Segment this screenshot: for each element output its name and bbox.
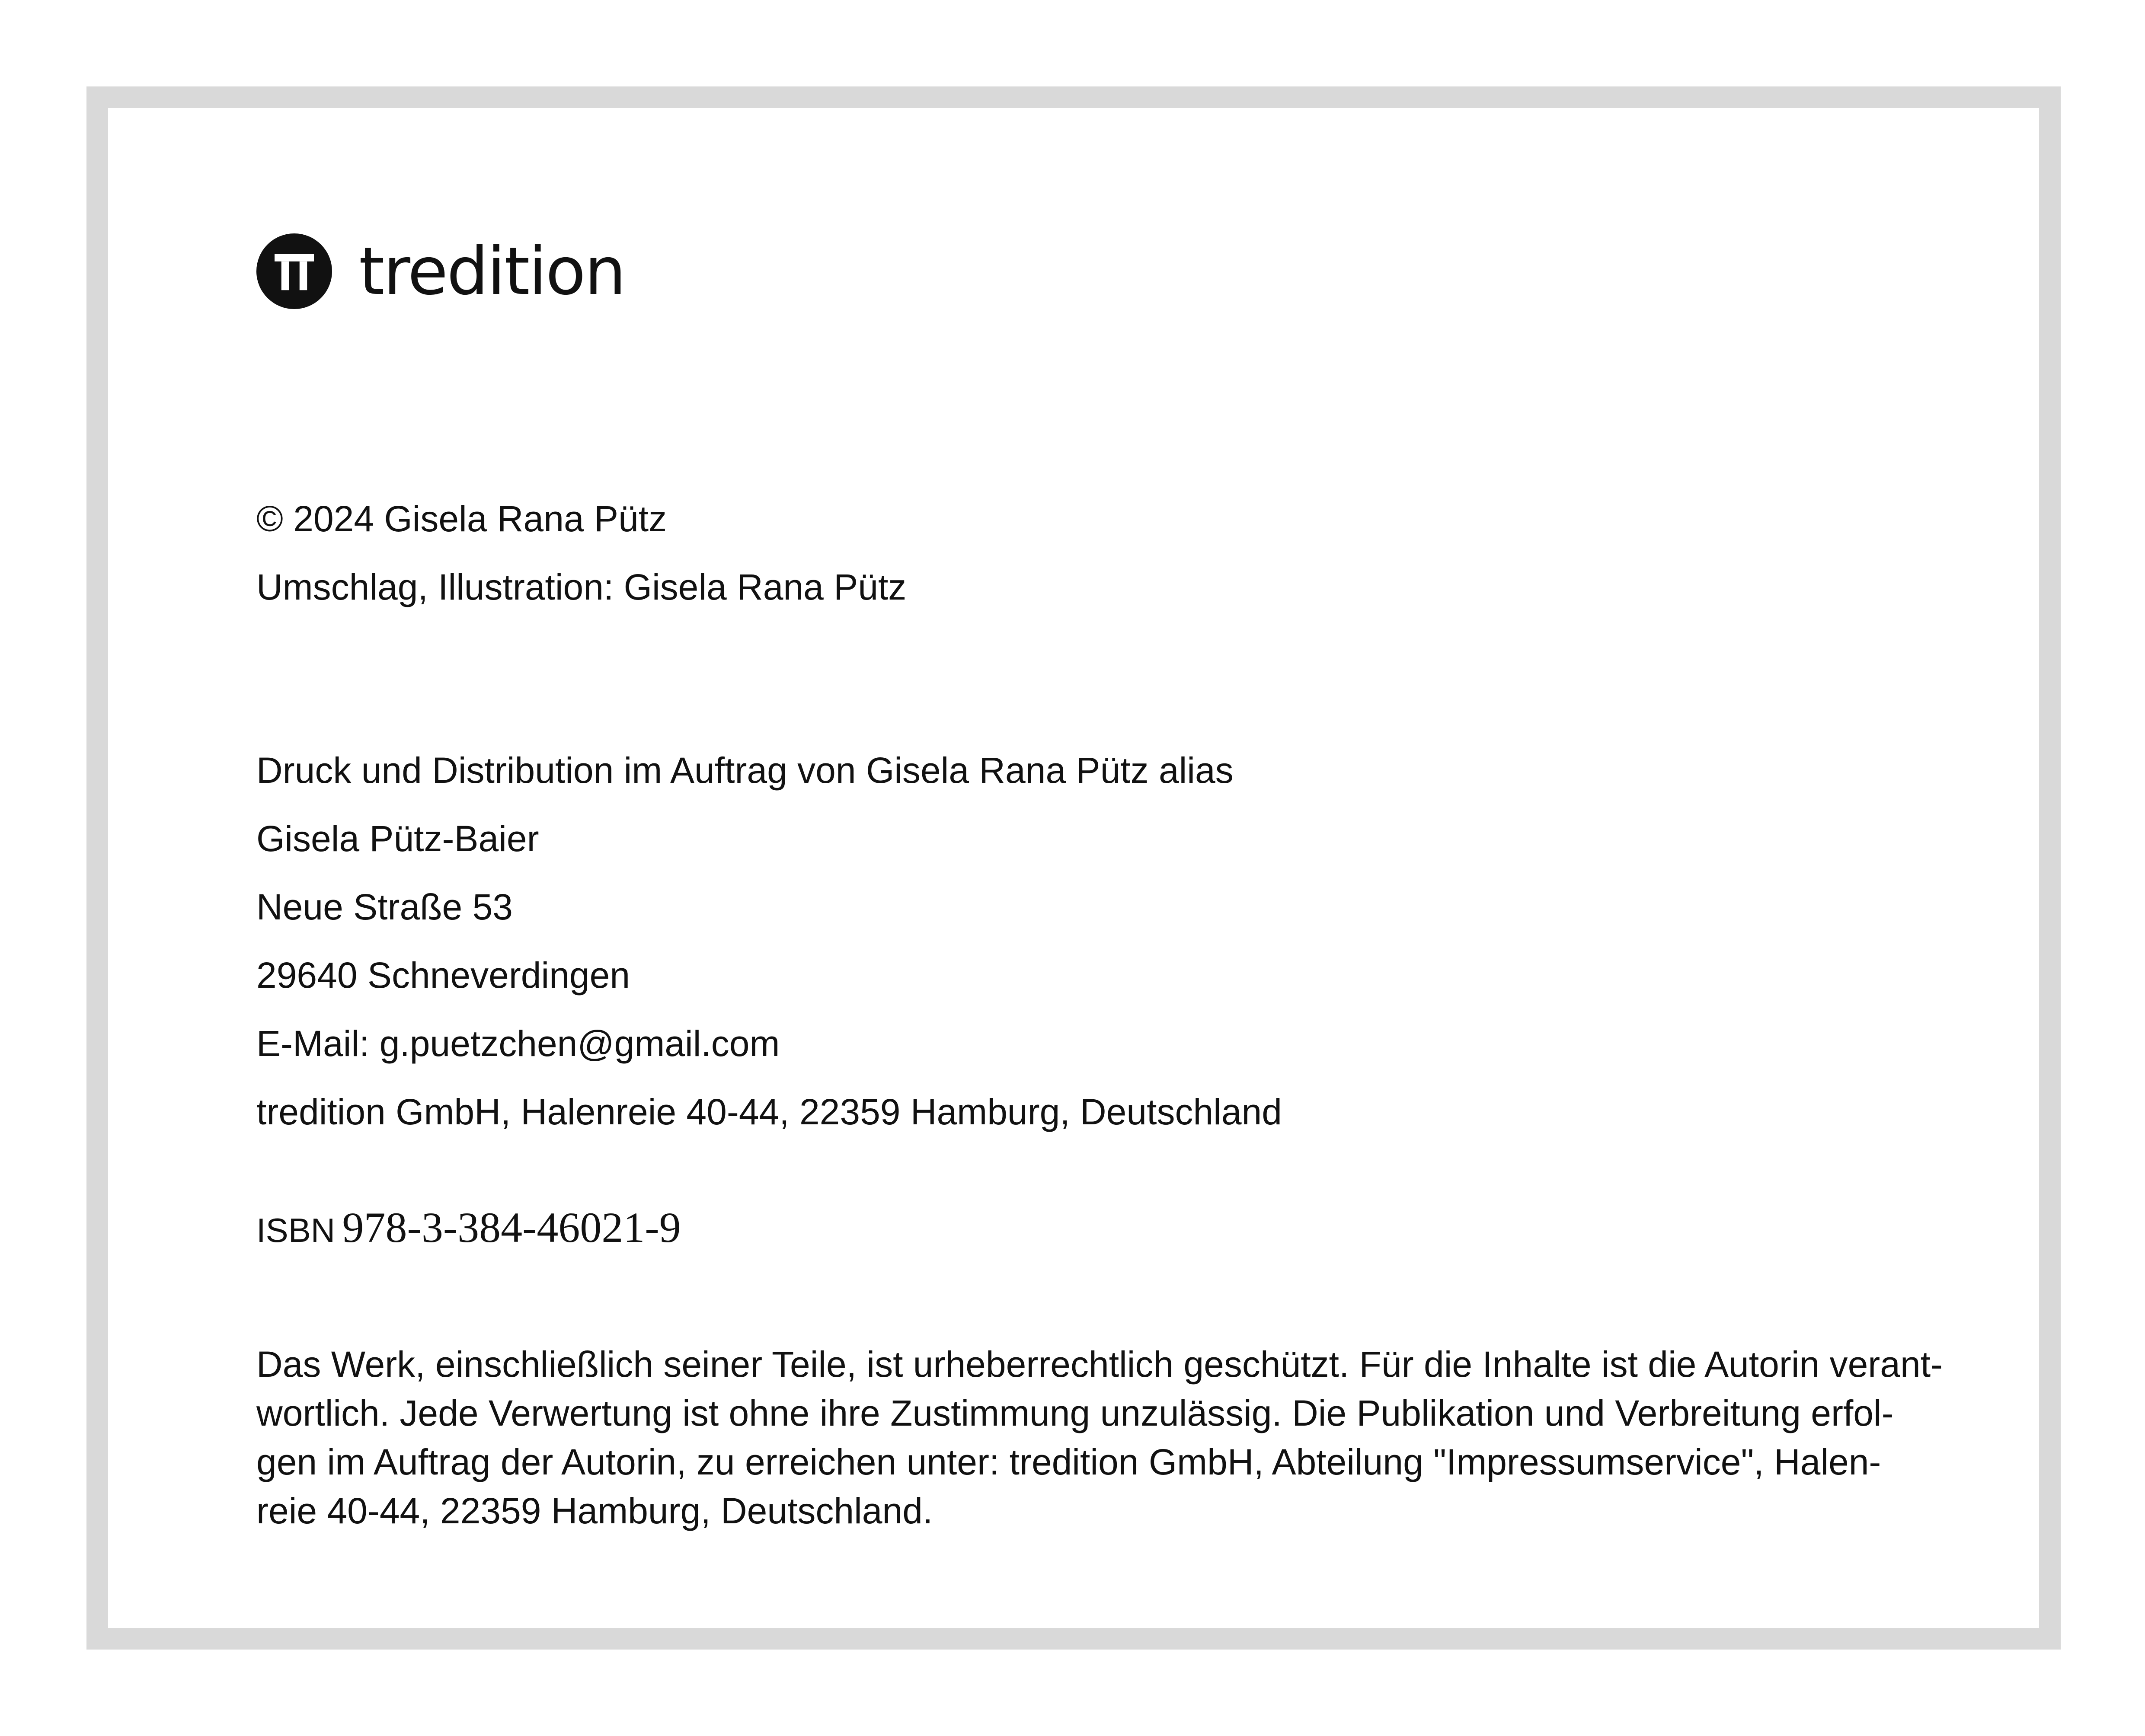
publisher-line-commission: Druck und Distribution im Auftrag von Gisela Rana Pütz alias	[256, 750, 1234, 791]
publisher-logo	[256, 233, 625, 309]
logo-wordmark: tredition	[359, 233, 625, 310]
publisher-line-email: E-Mail: g.puetzchen@gmail.com	[256, 1023, 780, 1064]
publisher-line-address: tredition GmbH, Halenreie 40-44, 22359 Hamburg, Deutschland	[256, 1091, 1282, 1132]
legal-line: reie 40-44, 22359 Hamburg, Deutschland.	[256, 1490, 933, 1531]
isbn-label: ISBN	[256, 1211, 336, 1249]
copyright-line: © 2024 Gisela Rana Pütz	[256, 498, 667, 539]
legal-line: Das Werk, einschließlich seiner Teile, ist urheberrechtlich geschützt. Für die Inhalte ist die Autorin verant-	[256, 1344, 1943, 1385]
isbn-line	[256, 1203, 681, 1251]
legal-line: wortlich. Jede Verwertung ist ohne ihre Zustimmung unzulässig. Die Publikation und Verbreitung erfol-	[256, 1393, 1894, 1433]
cover-credit-line: Umschlag, Illustration: Gisela Rana Pütz	[256, 567, 907, 607]
tredition-logo-icon	[256, 233, 332, 309]
isbn-number: 978-3-384-46021-9	[342, 1203, 681, 1251]
publisher-line-city: 29640 Schneverdingen	[256, 955, 630, 996]
legal-line: gen im Auftrag der Autorin, zu erreichen unter: tredition GmbH, Abteilung "Impressumservice", Halen-	[256, 1442, 1881, 1482]
publisher-line-name: Gisela Pütz-Baier	[256, 818, 539, 859]
legal-notice	[256, 1340, 1969, 1535]
publisher-line-street: Neue Straße 53	[256, 887, 513, 927]
